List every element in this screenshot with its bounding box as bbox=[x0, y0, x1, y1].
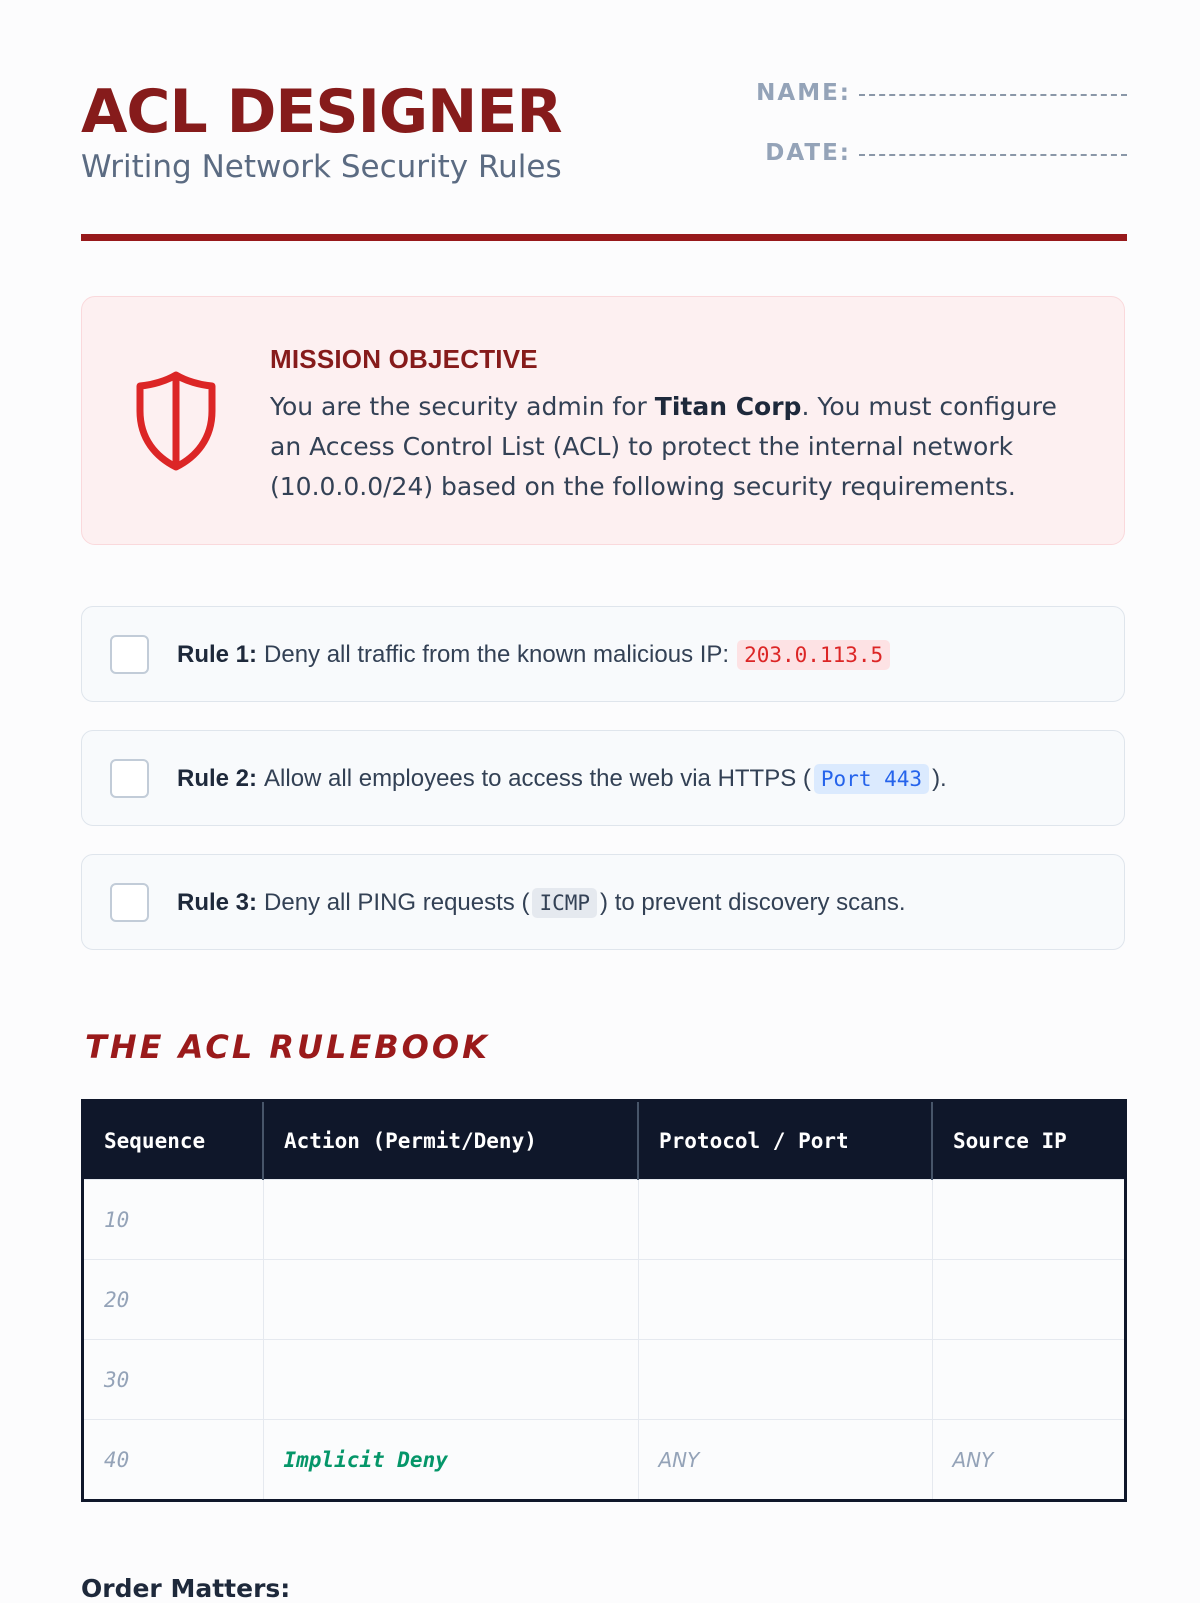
requirement-label: Rule 1: bbox=[177, 641, 258, 668]
column-header-sequence: Sequence bbox=[83, 1101, 264, 1180]
shield-icon bbox=[134, 369, 218, 473]
date-field[interactable] bbox=[765, 140, 1127, 166]
sequence-cell: 40 bbox=[83, 1420, 264, 1501]
name-input-line[interactable] bbox=[859, 84, 1127, 96]
mission-heading: MISSION OBJECTIVE bbox=[270, 344, 538, 374]
requirement-desc: Deny all PING requests ( bbox=[264, 889, 530, 916]
requirement-card bbox=[81, 606, 1125, 702]
source-cell[interactable] bbox=[932, 1340, 1126, 1420]
name-label: NAME: bbox=[756, 80, 851, 106]
requirement-desc-end: ) to prevent discovery scans. bbox=[600, 889, 906, 916]
action-cell[interactable] bbox=[263, 1180, 638, 1260]
requirement-text bbox=[177, 731, 947, 827]
action-cell[interactable] bbox=[263, 1340, 638, 1420]
sequence-cell: 30 bbox=[83, 1340, 264, 1420]
column-header-action: Action (Permit/Deny) bbox=[263, 1101, 638, 1180]
header-divider bbox=[81, 234, 1127, 241]
requirement-card bbox=[81, 730, 1125, 826]
protocol-cell[interactable] bbox=[638, 1340, 932, 1420]
mission-panel bbox=[81, 296, 1125, 545]
order-matters-heading: Order Matters: bbox=[81, 1574, 291, 1603]
action-cell[interactable] bbox=[263, 1260, 638, 1340]
requirement-label: Rule 2: bbox=[177, 765, 258, 792]
requirement-desc: Allow all employees to access the web via HTTPS ( bbox=[264, 765, 811, 792]
requirement-label: Rule 3: bbox=[177, 889, 258, 916]
table-header-row bbox=[83, 1101, 1126, 1180]
name-field[interactable] bbox=[756, 80, 1127, 106]
requirement-code: 203.0.113.5 bbox=[737, 640, 890, 670]
protocol-cell[interactable] bbox=[638, 1180, 932, 1260]
page-subtitle: Writing Network Security Rules bbox=[81, 149, 562, 185]
mission-text-after: . You must configure an Access Control List (ACL) to protect the internal network (10.0.0.0/24) based on the following security requirements. bbox=[270, 392, 1057, 501]
requirement-checkbox[interactable] bbox=[110, 635, 149, 674]
requirement-card bbox=[81, 854, 1125, 950]
requirement-checkbox[interactable] bbox=[110, 759, 149, 798]
page-title: ACL DESIGNER bbox=[81, 77, 562, 147]
sequence-cell: 10 bbox=[83, 1180, 264, 1260]
protocol-cell: ANY bbox=[638, 1420, 932, 1501]
table-row bbox=[83, 1260, 1126, 1340]
table-row bbox=[83, 1180, 1126, 1260]
source-cell: ANY bbox=[932, 1420, 1126, 1501]
mission-text bbox=[270, 387, 1070, 507]
action-cell: Implicit Deny bbox=[263, 1420, 638, 1501]
source-cell[interactable] bbox=[932, 1180, 1126, 1260]
requirement-code: ICMP bbox=[532, 888, 597, 918]
requirement-text bbox=[177, 607, 890, 703]
requirement-code: Port 443 bbox=[814, 764, 929, 794]
requirement-desc-end: ). bbox=[932, 765, 947, 792]
requirement-text bbox=[177, 855, 906, 951]
rulebook-heading: THE ACL RULEBOOK bbox=[85, 1028, 490, 1066]
requirement-desc: Deny all traffic from the known malicious IP: bbox=[264, 641, 730, 668]
column-header-source: Source IP bbox=[932, 1101, 1126, 1180]
protocol-cell[interactable] bbox=[638, 1260, 932, 1340]
sequence-cell: 20 bbox=[83, 1260, 264, 1340]
date-label: DATE: bbox=[765, 140, 851, 166]
date-input-line[interactable] bbox=[859, 144, 1127, 156]
column-header-protocol: Protocol / Port bbox=[638, 1101, 932, 1180]
acl-table bbox=[81, 1099, 1127, 1502]
source-cell[interactable] bbox=[932, 1260, 1126, 1340]
mission-text-before: You are the security admin for bbox=[270, 392, 655, 421]
table-row bbox=[83, 1420, 1126, 1501]
requirement-checkbox[interactable] bbox=[110, 883, 149, 922]
company-name: Titan Corp bbox=[654, 392, 802, 421]
table-row bbox=[83, 1340, 1126, 1420]
